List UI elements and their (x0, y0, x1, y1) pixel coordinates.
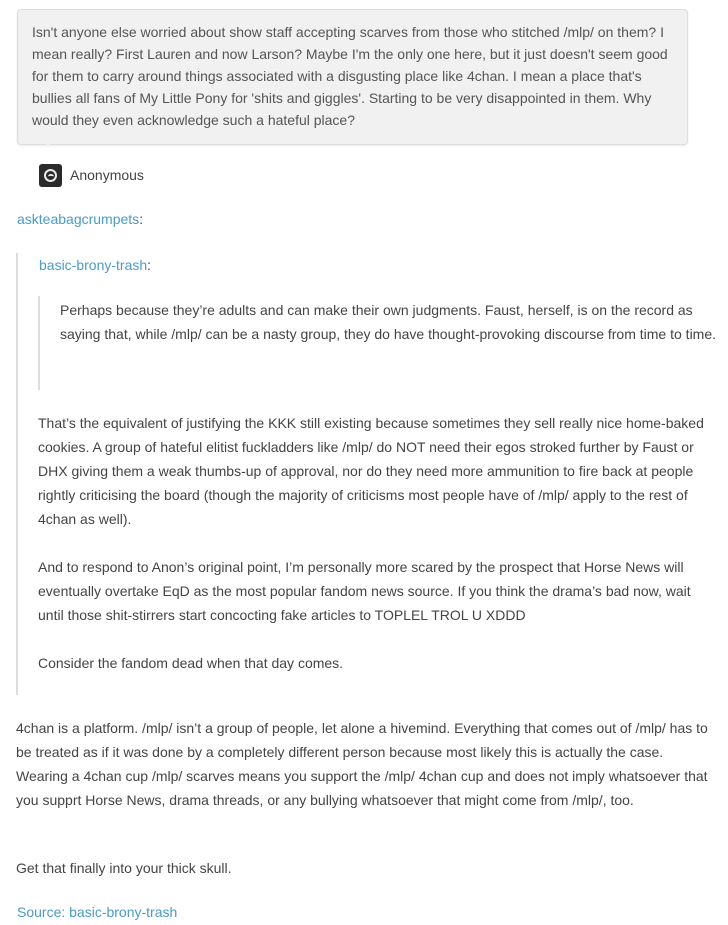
reply-paragraph-1: 4chan is a platform. /mlp/ isn’t a group of people, let alone a hivemind. Everything that comes out of /mlp/ has to be treated as if it was done by a completely different person because most likely this is actually the case. Wearing a 4chan cup /mlp/ scarves means you support the /mlp/ 4chan cup and does not imply whatsoever that you supprt Horse News, drama threads, or any bullying whatsoever that might come from /mlp/, too. (16, 720, 708, 808)
colon: : (147, 257, 152, 273)
user2-paragraph-3: Consider the fandom dead when that day comes. (38, 655, 344, 671)
asker-name: Anonymous (70, 167, 144, 183)
source-link[interactable]: Source: basic-brony-trash (17, 904, 178, 920)
ask-question: Isn't anyone else worried about show staff accepting scarves from those who stitched /mlp/ on them? I mean really? First Lauren and now Larson? Maybe I'm the only one here, but it just doesn't seem good for them to carry around things associated with a disgusting place like 4chan. I mean a place that's bullies all fans of My Little Pony for 'shits and giggles'. Starting to be very disappointed in them. Why would they even acknowledge such a hateful place? (32, 24, 668, 128)
quote-innermost-text: Perhaps because they’re adults and can make their own judgments. Faust, herself, is on the record as saying that, while /mlp/ can be a nasty group, they do have thought-provoking discourse from time to time. (60, 302, 717, 342)
reply-paragraph-2: Get that finally into your thick skull. (16, 860, 232, 876)
anonymous-avatar-icon (39, 164, 62, 187)
ask-box (17, 9, 688, 145)
user2-paragraph-2: And to respond to Anon’s original point, I’m personally more scared by the prospect that Horse News will eventually overtake EqD as the most popular fandom news source. If you think the drama’s bad now, wait until those shit-stirrers start concocting fake articles to TOPLEL TROL U XDDD (38, 559, 691, 623)
user-link-askteabagcrumpets[interactable]: askteabagcrumpets (17, 211, 140, 227)
asker[interactable] (39, 163, 144, 187)
user2-paragraph-1: That’s the equivalent of justifying the KKK still existing because sometimes they sell really nice home-baked cookies. A group of hateful elitist fuckladders like /mlp/ do NOT need their egos stroked further by Faust or DHX giving them a weak thumbs-up of approval, nor do they need more ammunition to fire back at people rightly criticising the board (though the majority of criticisms most people have of /mlp/ apply to the rest of 4chan as well). (38, 415, 704, 527)
reblog-attribution-1 (17, 207, 143, 231)
user-link-basic-brony-trash[interactable]: basic-brony-trash (39, 257, 148, 273)
colon: : (139, 211, 144, 227)
ask-box-tail (39, 137, 57, 146)
reblog-attribution-2 (39, 253, 151, 277)
